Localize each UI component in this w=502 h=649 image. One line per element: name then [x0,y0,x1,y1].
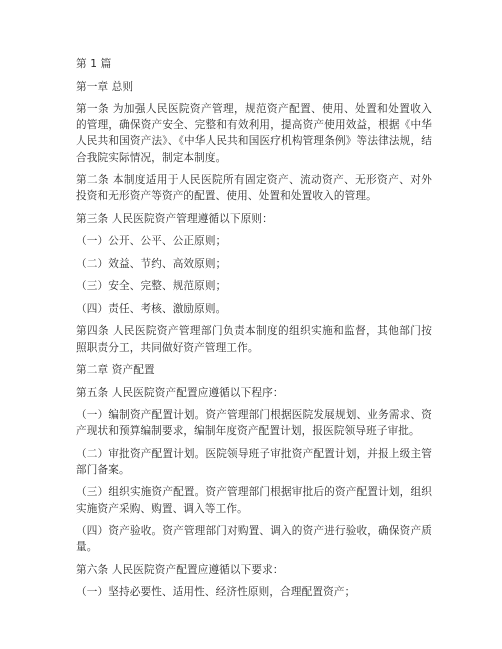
list-item: （一）公开、公平、公正原则； [76,235,227,248]
article-paragraph: 第三条 人民医院资产管理遵循以下原则： [76,212,273,225]
article-paragraph: 第四条 人民医院资产管理部门负责本制度的组织实施和监督，其他部门按照职责分工，共同做好资产管理工作。 [76,325,432,354]
article-paragraph: 第一条 为加强人民医院资产管理，规范资产配置、使用、处置和处置收入的管理，确保资产安全、完整和有效利用，提高资产使用效益，根据《中华人民共和国资产法》、《中华人民共和国医疗机构管理条例》等法律法规，结合我院实际情况，制定本制度。 [76,103,432,164]
list-item: （三）组织实施资产配置。资产管理部门根据审批后的资产配置计划，组织实施资产采购、购置、调入等工作。 [76,486,432,515]
chapter-heading: 第一章 总则 [76,80,134,93]
part-heading: 第 1 篇 [76,58,112,70]
list-item: （一）编制资产配置计划。资产管理部门根据医院发展规划、业务需求、资产现状和预算编制要求，编制年度资产配置计划，报医院领导班子审批。 [76,409,432,438]
document-page [76,56,432,607]
article-paragraph: 第二条 本制度适用于人民医院所有固定资产、流动资产、无形资产、对外投资和无形资产等资产的配置、使用、处置和处置收入的管理。 [76,174,432,203]
article-paragraph: 第五条 人民医院资产配置应遵循以下程序： [76,386,284,399]
list-item: （四）资产验收。资产管理部门对购置、调入的资产进行验收，确保资产质量。 [76,525,432,554]
list-item: （四）责任、考核、激励原则。 [76,302,227,315]
list-item: （三）安全、完整、规范原则； [76,280,227,293]
article-paragraph: 第六条 人民医院资产配置应遵循以下要求： [76,563,284,576]
list-item: （一）坚持必要性、适用性、经济性原则，合理配置资产； [76,586,356,599]
list-item: （二）效益、节约、高效原则； [76,257,227,270]
list-item: （二）审批资产配置计划。医院领导班子审批资产配置计划，并报上级主管部门备案。 [76,447,432,476]
chapter-heading: 第二章 资产配置 [76,364,155,377]
